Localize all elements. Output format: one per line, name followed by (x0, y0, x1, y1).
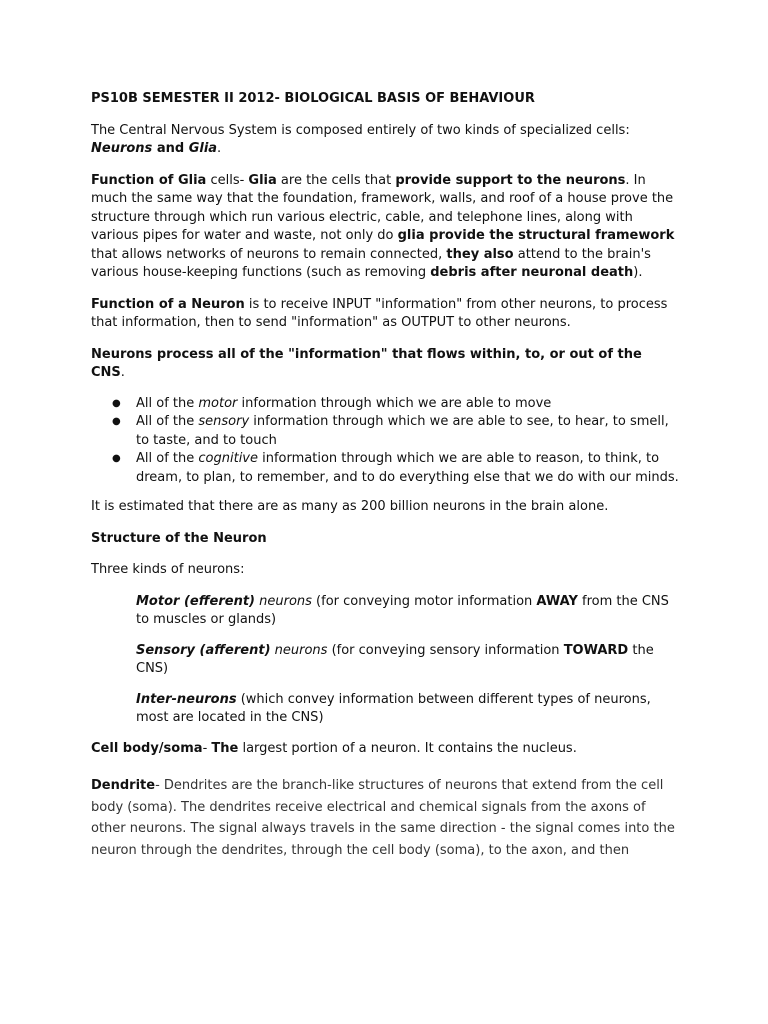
bullet-dot-icon: ● (112, 453, 121, 464)
inter-text: (which convey information between different types of neurons, most are located in the CNS) (136, 691, 651, 725)
sensory-text-1: (for conveying sensory information (327, 642, 564, 658)
sensory-neurons-word: neurons (270, 642, 328, 658)
intro-end: . (217, 141, 222, 156)
dendrite-text: - Dendrites are the branch-like structures of neurons that extend from the cell body (soma). The dendrites receive electrical and chemical signals from the axons of other neurons. The signal always travels in the same direction - the signal comes into the neuron through the dendrites, through the cell body (soma), to the axon, and then (91, 778, 675, 858)
glia-function-heading: Function of Glia (91, 172, 207, 188)
bullet-emphasis: cognitive (198, 451, 258, 466)
glia-text-2: are the cells that (276, 172, 396, 188)
process-heading (91, 346, 680, 383)
list-item (112, 450, 680, 487)
cell-body-paragraph (91, 740, 680, 759)
dendrite-paragraph (91, 775, 680, 861)
inter-neurons-item (91, 691, 680, 728)
bullet-text: information through which we are able to see, to hear, to smell, to taste, and to touch (136, 414, 669, 448)
bullet-emphasis: sensory (198, 414, 250, 429)
bullet-emphasis: motor (198, 395, 238, 411)
intro-text: The Central Nervous System is composed entirely of two kinds of specialized cells: (91, 122, 630, 138)
cell-body-the: The (211, 740, 239, 756)
bullet-text: All of the (136, 451, 199, 466)
list-item (112, 413, 680, 450)
estimate-paragraph: It is estimated that there are as many as 200 billion neurons in the brain alone. (91, 499, 609, 514)
sensory-text-2: the CNS) (136, 642, 654, 676)
glia-text-1: cells- (206, 172, 249, 188)
list-item (112, 395, 680, 414)
inter-term: Inter-neurons (136, 691, 237, 707)
glia-term: Glia (248, 172, 277, 188)
document-title: PS10B SEMESTER II 2012- BIOLOGICAL BASIS OF BEHAVIOUR (91, 91, 535, 106)
glia-text-6: ). (633, 265, 643, 280)
neuron-function-paragraph (91, 296, 680, 333)
motor-neurons-item (91, 593, 680, 630)
neuron-function-heading: Function of a Neuron (91, 296, 245, 312)
glia-text-4: that allows networks of neurons to remain connected, (91, 246, 447, 262)
three-kinds-text: Three kinds of neurons: (91, 562, 245, 577)
glia-text-3: . In much the same way that the foundation, framework, walls, and roof of a house prove the structure through which run various electric, cable, and telephone lines, along with various pipes for water and waste, not only do (91, 172, 674, 243)
sensory-toward: TOWARD (563, 642, 629, 658)
neuron-function-text: is to receive INPUT "information" from other neurons, to process that information, then to send "information" as OUTPUT to other neurons. (91, 296, 668, 330)
process-heading-end: . (120, 365, 125, 380)
motor-term: Motor (efferent) (136, 593, 255, 609)
sensory-term: Sensory (afferent) (136, 642, 271, 658)
cell-body-heading: Cell body/soma (91, 740, 203, 756)
glia-support-phrase: provide support to the neurons (395, 172, 626, 188)
motor-away: AWAY (536, 593, 578, 609)
sensory-neurons-item (91, 642, 680, 679)
cell-body-text: largest portion of a neuron. It contains the nucleus. (238, 740, 577, 756)
cell-body-dash: - (202, 740, 212, 756)
motor-neurons-word: neurons (255, 593, 312, 609)
bullet-text: information through which we are able to reason, to think, to dream, to plan, to remember, and to do everything else that we do with our minds. (136, 451, 679, 485)
information-bullet-list (91, 395, 680, 488)
intro-glia-term: Glia (188, 141, 218, 156)
bullet-text: information through which we are able to move (237, 395, 552, 411)
bullet-text: All of the (136, 414, 199, 429)
structure-heading: Structure of the Neuron (91, 530, 267, 546)
intro-neurons-term: Neurons (91, 141, 153, 156)
motor-text-2: from the CNS to muscles or glands) (136, 593, 669, 627)
dendrite-heading: Dendrite (91, 778, 156, 793)
glia-function-paragraph (91, 172, 680, 283)
motor-text-1: (for conveying motor information (311, 593, 537, 609)
bullet-dot-icon: ● (112, 397, 121, 409)
glia-they-also: they also (446, 246, 514, 262)
glia-text-5: attend to the brain's various house-keeping functions (such as removing (91, 246, 651, 280)
bullet-dot-icon: ● (112, 416, 121, 427)
glia-framework-phrase: glia provide the structural framework (397, 228, 675, 243)
bullet-text: All of the (136, 395, 199, 411)
intro-and: and (152, 141, 189, 156)
process-heading-text: Neurons process all of the "information" that flows within, to, or out of the CNS (91, 346, 642, 380)
intro-paragraph (91, 122, 680, 159)
glia-debris-phrase: debris after neuronal death (430, 265, 634, 280)
